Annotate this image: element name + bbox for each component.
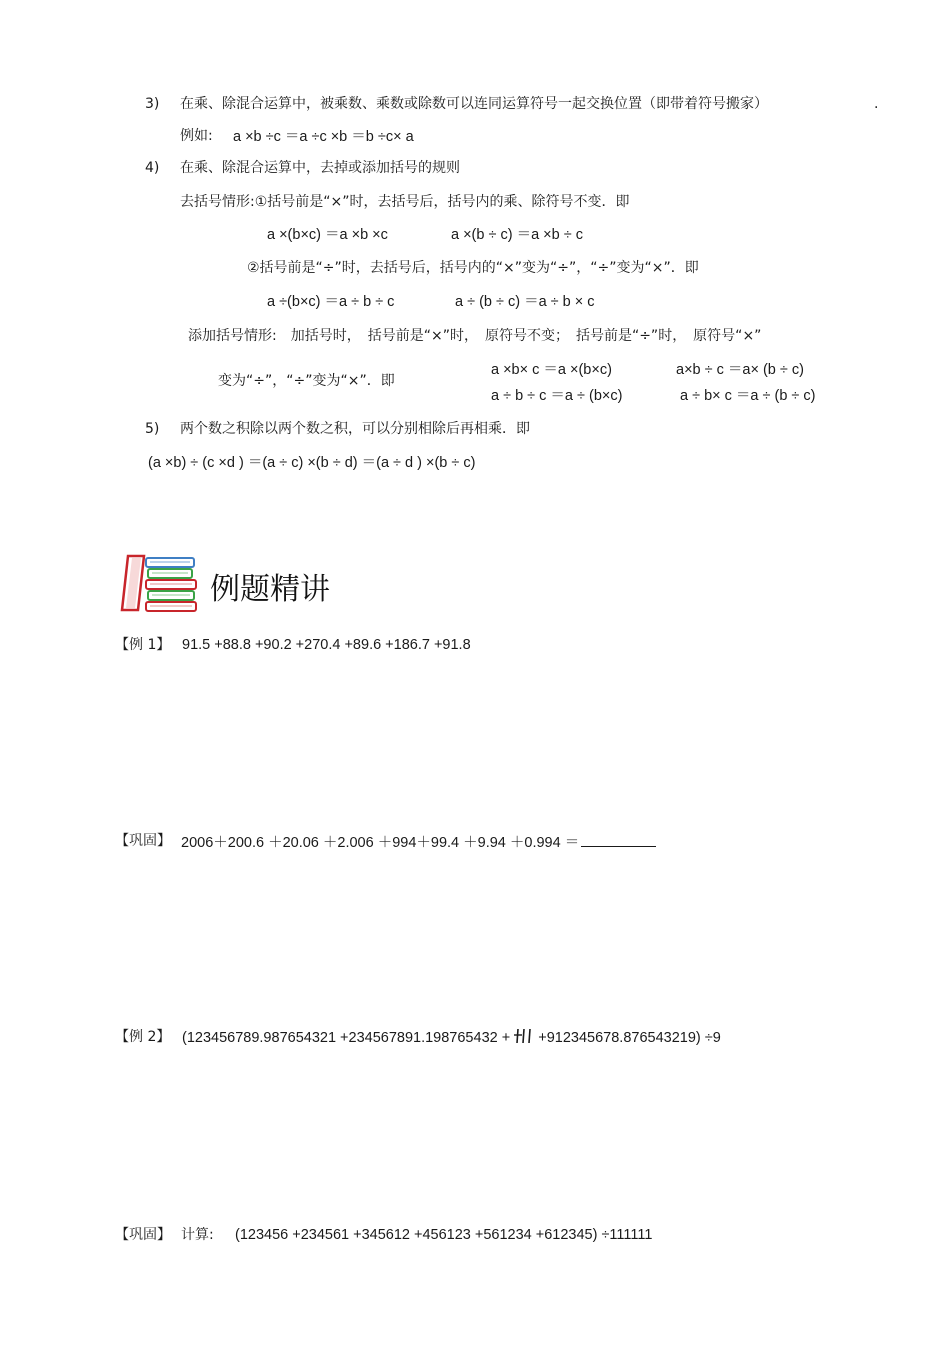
item-4-number: 4): [145, 160, 160, 176]
item-3-example-formula: a ×b ÷c ＝a ÷c ×b ＝b ÷c× a: [233, 129, 414, 145]
add-formula-2: a×b ÷ c ＝a× (b ÷ c): [676, 362, 804, 378]
item-5-text: 两个数之积除以两个数之积，可以分别相除后再相乘．即: [180, 421, 530, 437]
add-bracket-continued: 变为“÷”，“÷”变为“×”．即: [218, 373, 395, 389]
scribble-icon: [514, 1028, 534, 1044]
example-1-label: 【例 1】: [115, 637, 171, 653]
item-3-example-label: 例如:: [180, 128, 213, 144]
item-5-formula: (a ×b) ÷ (c ×d ) ＝(a ÷ c) ×(b ÷ d) ＝(a ÷ d ) ×(b ÷ c): [148, 455, 476, 471]
practice-2-problem: (123456 +234561 +345612 +456123 +561234 +612345) ÷111111: [235, 1227, 653, 1243]
remove-formula-2a: a ÷(b×c) ＝a ÷ b ÷ c: [267, 294, 395, 310]
example-2-problem-end: +912345678.876543219) ÷9: [538, 1030, 721, 1046]
practice-1-problem: [181, 832, 656, 852]
example-1-problem: 91.5 +88.8 +90.2 +270.4 +89.6 +186.7 +91.8: [182, 637, 471, 653]
remove-formula-1a: a ×(b×c) ＝a ×b ×c: [267, 227, 388, 243]
item-4-text: 在乘、除混合运算中，去掉或添加括号的规则: [180, 160, 460, 176]
practice-2-label: 【巩固】: [115, 1227, 171, 1243]
remove-bracket-intro: 去括号情形:①括号前是“×”时，去括号后，括号内的乘、除符号不变．即: [180, 194, 630, 210]
add-formula-3: a ÷ b ÷ c ＝a ÷ (b×c): [491, 388, 623, 404]
item-3-number: 3): [145, 96, 160, 112]
add-bracket-intro: 添加括号情形: 加括号时， 括号前是“×”时， 原符号不变； 括号前是“÷”时， 原符号“×”: [188, 328, 762, 344]
item-5-number: 5): [145, 421, 160, 437]
item-3-dot: .: [874, 96, 879, 112]
item-3-text: 在乘、除混合运算中，被乘数、乘数或除数可以连同运算符号一起交换位置（即带着符号搬家）: [180, 96, 768, 112]
answer-blank: [581, 832, 656, 847]
add-formula-4: a ÷ b× c ＝a ÷ (b ÷ c): [680, 388, 816, 404]
practice-1-expression: 2006＋200.6 ＋20.06 ＋2.006 ＋994＋99.4 ＋9.94 ＋0.994 ＝: [181, 835, 580, 851]
section-title: 例题精讲: [210, 572, 330, 607]
remove-bracket-case-2: ②括号前是“÷”时，去括号后，括号内的“×”变为“÷”，“÷”变为“×”．即: [247, 260, 699, 276]
example-2-problem-start: (123456789.987654321 +234567891.198765432 +: [182, 1030, 511, 1046]
practice-2-prefix: 计算:: [181, 1227, 214, 1243]
remove-formula-1b: a ×(b ÷ c) ＝a ×b ÷ c: [451, 227, 583, 243]
example-2-label: 【例 2】: [115, 1029, 171, 1045]
add-formula-1: a ×b× c ＝a ×(b×c): [491, 362, 612, 378]
books-icon: [118, 552, 200, 614]
practice-1-label: 【巩固】: [115, 833, 171, 849]
example-2-problem: [182, 1028, 721, 1047]
remove-formula-2b: a ÷ (b ÷ c) ＝a ÷ b × c: [455, 294, 595, 310]
